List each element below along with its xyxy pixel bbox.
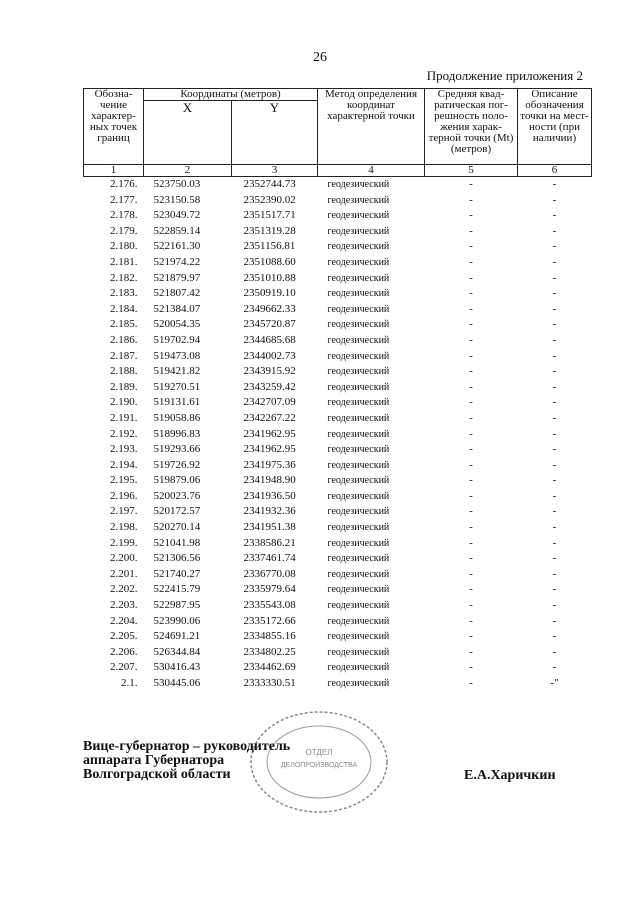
method-cell: геодезический [327,225,390,237]
error-cell: - [469,178,473,190]
description-cell: - [552,224,557,237]
point-id-cell: 2.191. [110,411,138,424]
error-cell: - [469,411,473,424]
method-cell: геодезический [327,319,390,331]
method-cell: геодезический [327,615,390,627]
method-cell: геодезический [327,350,390,362]
point-id-cell: 2.178. [110,209,138,222]
x-coordinate-cell: 521879.97 [153,271,201,284]
x-coordinate-cell: 523150.58 [153,193,201,206]
description-cell: - [552,505,557,518]
method-cell: геодезический [327,662,390,674]
error-cell: - [469,193,473,206]
description-cell: - [552,333,557,346]
table-row [84,349,592,365]
x-coordinate-cell: 521384.07 [153,302,201,315]
error-cell: - [469,365,473,378]
error-cell: - [469,427,473,440]
description-cell: - [552,178,557,190]
point-id-cell: 2.207. [110,661,138,674]
method-cell: геодезический [327,678,390,689]
signature-title-line-2: аппарата Губернатора [83,753,225,768]
method-cell: геодезический [327,444,390,456]
column-number: 5 [425,165,518,177]
signature-title-line-1: Вице-губернатор – руководитель [83,739,291,754]
error-cell: - [469,443,473,456]
method-cell: геодезический [327,646,390,658]
method-cell: геодезический [327,397,390,409]
method-cell: геодезический [327,256,390,268]
x-coordinate-cell: 522859.14 [153,224,201,237]
y-coordinate-cell: 2352390.02 [243,193,296,206]
error-cell: - [469,630,473,643]
coordinates-table [83,88,592,692]
y-coordinate-cell: 2336770.08 [243,567,296,580]
y-coordinate-cell: 2338586.21 [243,536,296,549]
error-cell: - [469,333,473,346]
point-id-cell: 2.204. [110,614,138,627]
method-cell: геодезический [327,210,390,222]
x-coordinate-cell: 522987.95 [153,599,201,612]
point-id-cell: 2.196. [110,489,138,502]
error-cell: - [469,287,473,300]
y-coordinate-cell: 2342267.22 [243,411,296,424]
point-id-cell: 2.197. [110,505,138,518]
header-method: Метод определения координат характерной точки [318,89,425,165]
description-cell: - [552,630,557,643]
description-cell: - [552,521,557,534]
table-row [84,427,592,443]
x-coordinate-cell: 523990.06 [153,614,201,627]
table-row [84,239,592,255]
point-id-cell: 2.206. [110,645,138,658]
x-coordinate-cell: 519293.66 [153,443,201,456]
description-cell: - [552,302,557,315]
table-row [84,224,592,240]
x-coordinate-cell: 522415.79 [153,583,201,596]
x-coordinate-cell: 519131.61 [153,396,201,409]
y-coordinate-cell: 2334855.16 [243,630,296,643]
y-coordinate-cell: 2341951.38 [243,521,296,534]
y-coordinate-cell: 2351010.88 [243,271,296,284]
description-cell: - [552,349,557,362]
column-number: 6 [518,165,592,177]
point-id-cell: 2.187. [110,349,138,362]
method-cell: геодезический [327,428,390,440]
description-cell: - [552,474,557,487]
y-coordinate-cell: 2351088.60 [243,255,296,268]
y-coordinate-cell: 2351319.28 [243,224,296,237]
continuation-note: Продолжение приложения 2 [426,68,583,83]
header-designation: Обозна-чение характер-ных точек границ [84,89,144,165]
table-row [84,333,592,349]
point-id-cell: 2.184. [110,302,138,315]
table-row [84,458,592,474]
error-cell: - [469,505,473,518]
error-cell: - [469,583,473,596]
x-coordinate-cell: 526344.84 [153,645,201,658]
description-cell: - [552,287,557,300]
x-coordinate-cell: 520270.14 [153,521,201,534]
error-cell: - [469,489,473,502]
column-number: 4 [318,165,425,177]
y-coordinate-cell: 2341962.95 [243,427,296,440]
point-id-cell: 2.180. [110,240,138,253]
point-id-cell: 2.203. [110,599,138,612]
error-cell: - [469,521,473,534]
table-row [84,567,592,583]
x-coordinate-cell: 530445.06 [153,677,201,689]
x-coordinate-cell: 524691.21 [153,630,201,643]
point-id-cell: 2.190. [110,396,138,409]
y-coordinate-cell: 2333330.51 [243,677,296,689]
error-cell: - [469,458,473,471]
x-coordinate-cell: 518996.83 [153,427,201,440]
table-row [84,271,592,287]
x-coordinate-cell: 519058.86 [153,411,201,424]
method-cell: геодезический [327,288,390,300]
method-cell: геодезический [327,537,390,549]
y-coordinate-cell: 2334462.69 [243,661,296,674]
description-cell: - [552,661,557,674]
method-cell: геодезический [327,412,390,424]
y-coordinate-cell: 2334802.25 [243,645,296,658]
point-id-cell: 2.194. [110,458,138,471]
page-number: 26 [313,50,327,65]
point-id-cell: 2.183. [110,287,138,300]
error-cell: - [469,552,473,565]
description-cell: - [552,318,557,331]
table-row [84,193,592,209]
method-cell: геодезический [327,553,390,565]
method-cell: геодезический [327,600,390,612]
x-coordinate-cell: 523750.03 [153,178,201,190]
table-row [84,536,592,552]
table-row [84,645,592,661]
column-number: 1 [84,165,144,177]
table-row [84,208,592,224]
method-cell: геодезический [327,366,390,378]
header-coordinates: Координаты (метров) [144,89,318,101]
point-id-cell: 2.198. [110,521,138,534]
x-coordinate-cell: 520054.35 [153,318,201,331]
description-cell: - [552,614,557,627]
point-id-cell: 2.188. [110,365,138,378]
point-id-cell: 2.176. [110,178,138,190]
point-id-cell: 2.181. [110,255,138,268]
y-coordinate-cell: 2341975.36 [243,458,296,471]
point-id-cell: 2.199. [110,536,138,549]
point-id-cell: 2.195. [110,474,138,487]
y-coordinate-cell: 2351517.71 [243,209,296,222]
x-coordinate-cell: 522161.30 [153,240,201,253]
y-coordinate-cell: 2335172.66 [243,614,296,627]
point-id-cell: 2.200. [110,552,138,565]
method-cell: геодезический [327,241,390,253]
description-cell: - [552,458,557,471]
y-coordinate-cell: 2344002.73 [243,349,296,362]
error-cell: - [469,318,473,331]
table-row [84,473,592,489]
y-coordinate-cell: 2337461.74 [243,552,296,565]
point-id-cell: 2.205. [110,630,138,643]
error-cell: - [469,349,473,362]
x-coordinate-cell: 519421.82 [153,365,201,378]
description-cell: - [552,583,557,596]
method-cell: геодезический [327,459,390,471]
table-row [84,676,592,692]
method-cell: геодезический [327,381,390,393]
point-id-cell: 2.177. [110,193,138,206]
y-coordinate-cell: 2341962.95 [243,443,296,456]
table-row [84,302,592,318]
point-id-cell: 2.179. [110,224,138,237]
error-cell: - [469,380,473,393]
header-x: X [144,101,232,165]
x-coordinate-cell: 521740.27 [153,567,201,580]
description-cell: - [552,209,557,222]
x-coordinate-cell: 530416.43 [153,661,201,674]
method-cell: геодезический [327,334,390,346]
x-coordinate-cell: 520172.57 [153,505,201,518]
x-coordinate-cell: 519270.51 [153,380,201,393]
header-y: Y [232,101,318,165]
header-error: Средняя квад-ратическая пог-решность поло-жения харак-терной точки (Mt) (метров) [425,89,518,165]
method-cell: геодезический [327,631,390,643]
y-coordinate-cell: 2343915.92 [243,365,296,378]
table-row [84,255,592,271]
description-cell: - [552,645,557,658]
y-coordinate-cell: 2342707.09 [243,396,296,409]
description-cell: - [552,380,557,393]
description-cell: - [552,255,557,268]
table-row [84,411,592,427]
x-coordinate-cell: 519879.06 [153,474,201,487]
error-cell: - [469,677,473,689]
point-id-cell: 2.193. [110,443,138,456]
x-coordinate-cell: 519702.94 [153,333,201,346]
description-cell: - [552,443,557,456]
point-id-cell: 2.202. [110,583,138,596]
description-cell: - [552,489,557,502]
method-cell: геодезический [327,179,390,190]
error-cell: - [469,536,473,549]
description-cell: - [552,365,557,378]
point-id-cell: 2.192. [110,427,138,440]
table-row [84,629,592,645]
table-row [84,551,592,567]
y-coordinate-cell: 2350919.10 [243,287,296,300]
method-cell: геодезический [327,568,390,580]
stamp-line-2: ДЕЛОПРОИЗВОДСТВА [280,762,358,769]
method-cell: геодезический [327,584,390,596]
table-body [84,177,592,692]
error-cell: - [469,240,473,253]
method-cell: геодезический [327,506,390,518]
method-cell: геодезический [327,272,390,284]
y-coordinate-cell: 2344685.68 [243,333,296,346]
error-cell: - [469,599,473,612]
method-cell: геодезический [327,522,390,534]
y-coordinate-cell: 2335979.64 [243,583,296,596]
y-coordinate-cell: 2349662.33 [243,302,296,315]
error-cell: - [469,255,473,268]
point-id-cell: 2.182. [110,271,138,284]
error-cell: - [469,567,473,580]
description-cell: - [552,567,557,580]
table-row [84,660,592,676]
table-row [84,614,592,630]
stamp-line-1: ОТДЕЛ [305,748,333,757]
description-cell: - [552,411,557,424]
x-coordinate-cell: 523049.72 [153,209,201,222]
description-cell: - [552,599,557,612]
point-id-cell: 2.185. [110,318,138,331]
error-cell: - [469,209,473,222]
description-cell: -" [550,677,559,689]
description-cell: - [552,193,557,206]
table-row [84,177,592,193]
signature-block [83,740,290,782]
y-coordinate-cell: 2335543.08 [243,599,296,612]
table-row [84,582,592,598]
x-coordinate-cell: 520023.76 [153,489,201,502]
description-cell: - [552,240,557,253]
point-id-cell: 2.201. [110,567,138,580]
description-cell: - [552,552,557,565]
error-cell: - [469,474,473,487]
description-cell: - [552,271,557,284]
header-description: Описание обозначения точки на мест-ности (при наличии) [518,89,592,165]
y-coordinate-cell: 2351156.81 [243,240,296,253]
x-coordinate-cell: 519726.92 [153,458,201,471]
table-row [84,286,592,302]
table-row [84,395,592,411]
point-id-cell: 2.189. [110,380,138,393]
description-cell: - [552,427,557,440]
column-number: 2 [144,165,232,177]
method-cell: геодезический [327,490,390,502]
y-coordinate-cell: 2341936.50 [243,489,296,502]
error-cell: - [469,614,473,627]
column-number: 3 [232,165,318,177]
error-cell: - [469,271,473,284]
point-id-cell: 2.1. [121,677,138,689]
table-row [84,317,592,333]
y-coordinate-cell: 2341948.90 [243,474,296,487]
description-cell: - [552,536,557,549]
y-coordinate-cell: 2343259.42 [243,380,296,393]
x-coordinate-cell: 521306.56 [153,552,201,565]
signature-title-line-3: Волгоградской области [83,767,231,782]
table-row [84,364,592,380]
method-cell: геодезический [327,475,390,487]
error-cell: - [469,224,473,237]
signer-name: Е.А.Харичкин [464,768,556,783]
y-coordinate-cell: 2345720.87 [243,318,296,331]
table-row [84,504,592,520]
error-cell: - [469,302,473,315]
table-row [84,598,592,614]
y-coordinate-cell: 2341932.36 [243,505,296,518]
x-coordinate-cell: 521974.22 [153,255,201,268]
description-cell: - [552,396,557,409]
y-coordinate-cell: 2352744.73 [243,178,296,190]
x-coordinate-cell: 521807.42 [153,287,201,300]
method-cell: геодезический [327,303,390,315]
error-cell: - [469,661,473,674]
point-id-cell: 2.186. [110,333,138,346]
method-cell: геодезический [327,194,390,206]
table-row [84,442,592,458]
error-cell: - [469,645,473,658]
table-row [84,380,592,396]
x-coordinate-cell: 519473.08 [153,349,201,362]
x-coordinate-cell: 521041.98 [153,536,201,549]
table-row [84,520,592,536]
error-cell: - [469,396,473,409]
table-row [84,489,592,505]
